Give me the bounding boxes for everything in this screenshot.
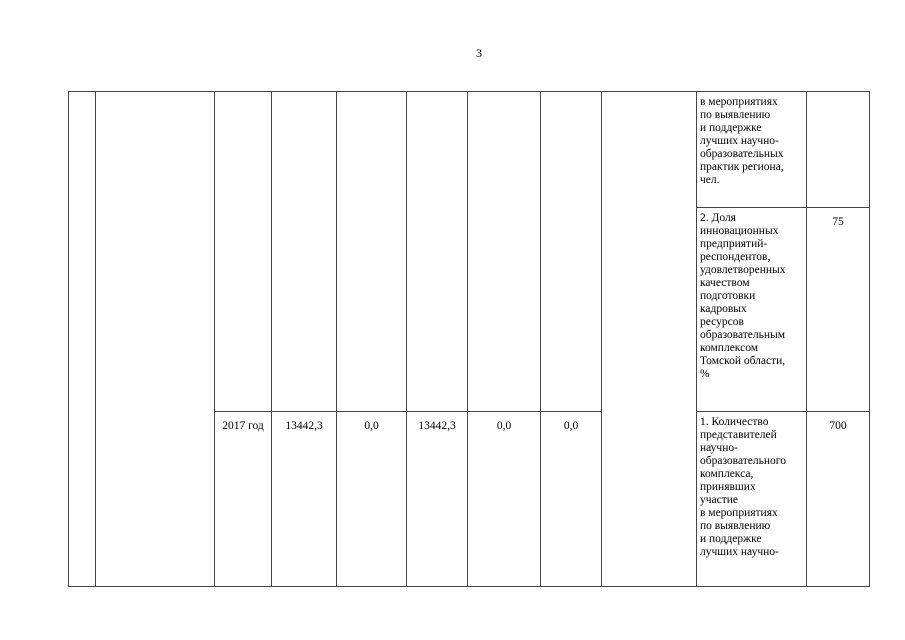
budget-cell-empty [468,92,541,412]
target-value-cell: 700 [807,412,870,587]
target-value-cell: 75 [807,208,870,412]
year-cell-empty [215,92,272,412]
number-cell [69,92,96,587]
page-number: 3 [476,46,482,60]
budget-cell-empty [337,92,407,412]
year-cell: 2017 год [215,412,272,587]
target-value-cell [807,92,870,208]
table-row [69,92,870,208]
total-cell-empty [272,92,337,412]
indicator-cell: в мероприятиях по выявлению и поддержке лучших научно- образовательных практик региона, чел. [697,92,807,208]
budget-cell: 13442,3 [407,412,468,587]
budget-cell-empty [407,92,468,412]
executor-cell [602,92,697,587]
task-cell [96,92,215,587]
indicator-cell: 2. Доля инновационных предприятий- респондентов, удовлетворенных качеством подготовки кадровых ресурсов образовательным комплексом Томской области, % [697,208,807,412]
budget-cell-empty [541,92,602,412]
budget-cell: 0,0 [468,412,541,587]
indicator-cell: 1. Количество представителей научно- образовательного комплекса, принявших участие в мероприятиях по выявлению и поддержке лучших научно- [697,412,807,587]
program-table [68,91,870,587]
budget-cell: 0,0 [337,412,407,587]
budget-cell: 0,0 [541,412,602,587]
total-cell: 13442,3 [272,412,337,587]
